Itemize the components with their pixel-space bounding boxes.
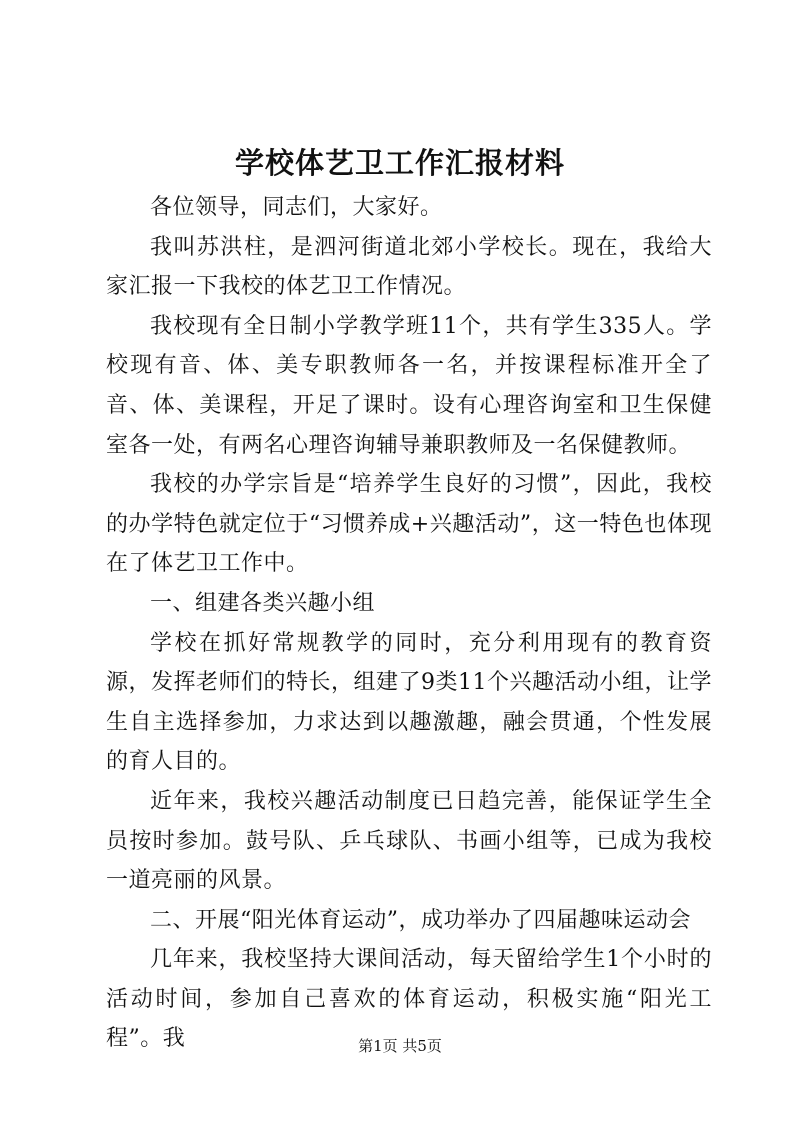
paragraph-school-overview: 我校现有全日制小学教学班11个，共有学生335人。学校现有音、体、美专职教师各一名，并按课程标准开全了音、体、美课程，开足了课时。设有心理咨询室和卫生保健室各一处，有两名心理咨询辅导兼职教师及一名保健教师。 — [106, 313, 712, 458]
document-body — [106, 188, 712, 1059]
paragraph-introduction: 我叫苏洪柱，是泗河街道北郊小学校长。现在，我给大家汇报一下我校的体艺卫工作情况。 — [106, 234, 712, 300]
document-title: 学校体艺卫工作汇报材料 — [234, 146, 565, 180]
paragraph-interest-groups: 学校在抓好常规教学的同时，充分利用现有的教育资源，发挥老师们的特长，组建了9类11个兴趣活动小组，让学生自主选择参加，力求达到以趣激趣，融会贯通，个性发展的育人目的。 — [106, 630, 712, 775]
paragraph-greeting: 各位领导，同志们，大家好。 — [150, 195, 443, 220]
section-heading-sunshine-sports: 二、开展“阳光体育运动”，成功举办了四届趣味运动会 — [150, 907, 691, 933]
paragraph-school-philosophy: 我校的办学宗旨是“培养学生良好的习惯”，因此，我校的办学特色就定位于“习惯养成+兴趣活动”，这一特色也体现在了体艺卫工作中。 — [106, 472, 712, 577]
paragraph-sunshine-sports: 几年来，我校坚持大课间活动，每天留给学生1个小时的活动时间，参加自己喜欢的体育运动，积极实施“阳光工程”。我 — [106, 947, 712, 1052]
section-heading-interest-groups: 一、组建各类兴趣小组 — [150, 590, 376, 616]
paragraph-activity-system: 近年来，我校兴趣活动制度已日趋完善，能保证学生全员按时参加。鼓号队、乒乓球队、书画小组等，已成为我校一道亮丽的风景。 — [106, 788, 712, 894]
page-footer: 第1页 共5页 — [358, 1037, 442, 1055]
